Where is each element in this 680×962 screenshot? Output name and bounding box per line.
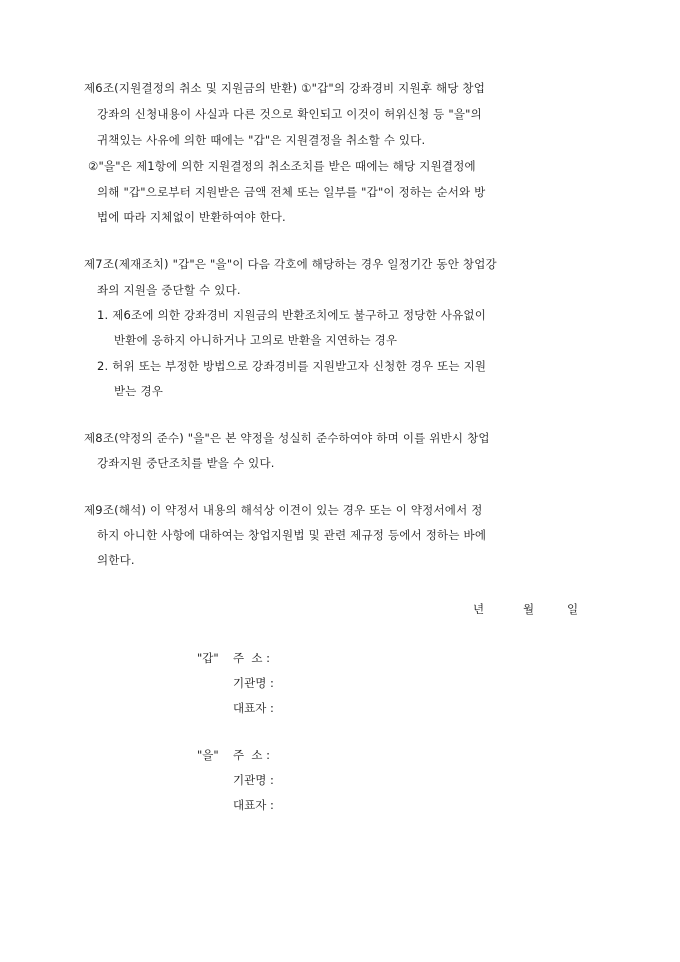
- date-month: 월: [523, 602, 535, 616]
- article-7-line-1: 제7조(제재조치) "갑"은 "을"이 다음 각호에 해당하는 경우 일정기간 동안 창업강: [84, 257, 497, 271]
- article-6-line-3: 귀책있는 사유에 의한 때에는 "갑"은 지원결정을 취소할 수 있다.: [97, 133, 426, 147]
- article-6-line-6: 법에 따라 지체없이 반환하여야 한다.: [97, 210, 286, 224]
- article-7-item-2-line-1: 2. 허위 또는 부정한 방법으로 강좌경비를 지원받고자 신청한 경우 또는 지원: [97, 359, 487, 373]
- article-7-item-1-line-1: 1. 제6조에 의한 강좌경비 지원금의 반환조치에도 불구하고 정당한 사유없이: [97, 308, 486, 322]
- article-9-line-1: 제9조(해석) 이 약정서 내용의 해석상 이견이 있는 경우 또는 이 약정서에서 정: [84, 503, 483, 517]
- article-7-line-2: 좌의 지원을 중단할 수 있다.: [97, 283, 241, 297]
- party-a-label: "갑": [197, 651, 219, 665]
- article-8-line-1: 제8조(약정의 준수) "을"은 본 약정을 성실히 준수하여야 하며 이를 위반시 창업: [84, 431, 490, 445]
- party-a-rep-label: 대표자 :: [233, 701, 274, 715]
- date-day: 일: [567, 602, 579, 616]
- article-6-line-1: 제6조(지원결정의 취소 및 지원금의 반환) ①"갑"의 강좌경비 지원후 해당 창업: [84, 81, 486, 95]
- party-a-org-label: 기관명 :: [233, 676, 274, 690]
- party-b-address-label: 주 소 :: [233, 748, 271, 762]
- article-8-line-2: 강좌지원 중단조치를 받을 수 있다.: [97, 456, 275, 470]
- article-6-line-5: 의해 "갑"으로부터 지원받은 금액 전체 또는 일부를 "갑"이 정하는 순서와 방: [97, 185, 486, 199]
- article-9-line-2: 하지 아니한 사항에 대하여는 창업지원법 및 관련 제규정 등에서 정하는 바에: [97, 528, 487, 542]
- date-year: 년: [473, 602, 485, 616]
- article-7-item-2-line-2: 받는 경우: [114, 384, 164, 398]
- party-b-org-label: 기관명 :: [233, 773, 274, 787]
- article-9-line-3: 의한다.: [97, 553, 135, 567]
- party-a-address-label: 주 소 :: [233, 651, 271, 665]
- party-b-label: "을": [197, 748, 219, 762]
- party-b-rep-label: 대표자 :: [233, 798, 274, 812]
- article-7-item-1-line-2: 반환에 응하지 아니하거나 고의로 반환을 지연하는 경우: [114, 333, 398, 347]
- article-6-line-4: ②"을"은 제1항에 의한 지원결정의 취소조치를 받은 때에는 해당 지원결정에: [88, 159, 476, 173]
- article-6-line-2: 강좌의 신청내용이 사실과 다른 것으로 확인되고 이것이 허위신청 등 "을"의: [97, 107, 482, 121]
